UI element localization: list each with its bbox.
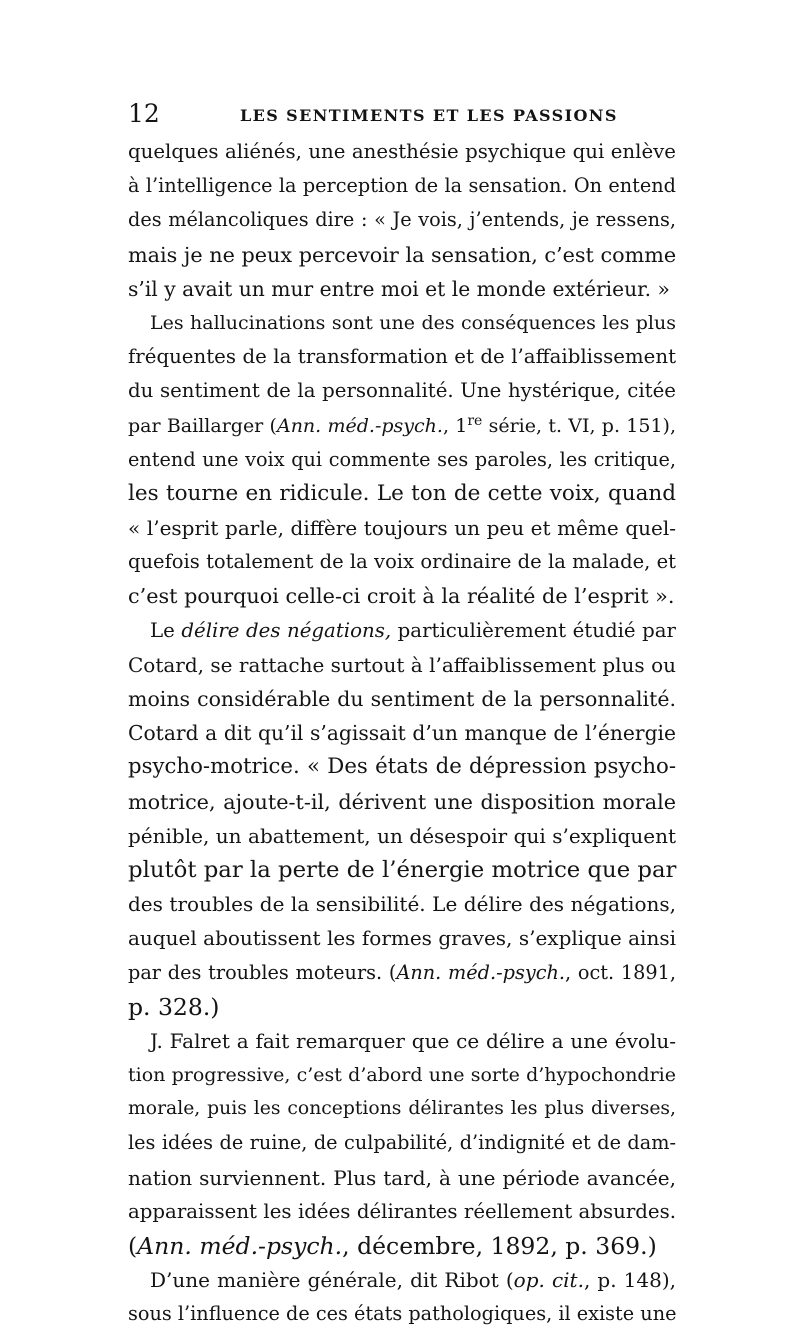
text-line: moins considérable du sentiment de la personnalité. [128,687,676,711]
text-line [128,956,676,990]
text-segment: D’une manière générale, dit Ribot ( [150,1268,514,1293]
text-segment: par des troubles moteurs. ( [128,960,397,984]
text-line: J. Falret a fait remarquer que ce délire a une évolu- [150,1028,676,1053]
superscript: re [467,412,483,429]
italic-term: délire des négations, [181,618,392,642]
text-line [128,1263,676,1297]
text-line: à l’intelligence la perception de la sensation. On entend [128,174,676,198]
text-line: s’il y avait un mur entre moi et le monde extérieur. » [128,276,670,301]
text-segment: , décembre, 1892, p. 369.) [342,1232,657,1260]
text-line: des troubles de la sensibilité. Le délire des négations, [128,892,676,917]
text-line: Cotard, se rattache surtout à l’affaiblissement plus ou [128,652,676,677]
text-line: entend une voix qui commente ses paroles, les critique, [128,447,676,471]
text-line: motrice, ajoute-t-il, dérivent une disposition morale [128,789,676,814]
text-line: les tourne en ridicule. Le ton de cette voix, quand [128,480,676,506]
text-segment: série, t. VI, p. 151), [482,414,677,437]
text-line [128,409,676,443]
text-line: Cotard a dit qu’il s’agissait d’un manque de l’énergie [128,721,676,746]
text-line: pénible, un abattement, un désespoir qui s’expliquent [128,823,676,848]
text-segment: , 1 [442,414,468,437]
page-header [128,96,676,136]
text-line: sous l’influence de ces états pathologiques, il existe une [128,1302,677,1326]
text-line: Les hallucinations sont une des conséquences les plus [150,311,676,334]
text-segment: Le [150,618,182,642]
text-line: du sentiment de la personnalité. Une hystérique, citée [128,379,676,403]
text-segment: ( [128,1232,138,1260]
text-line: fréquentes de la transformation et de l’affaiblissement [128,345,676,369]
body-text [128,135,676,1332]
journal-citation: Ann. méd.-psych. [276,414,443,437]
page-number: 12 [128,99,160,128]
text-line [128,614,676,648]
text-line: quelques aliénés, une anesthésie psychique qui enlève [128,140,676,163]
journal-citation: Ann. méd.-psych. [137,1232,343,1260]
text-line: apparaissent les idées délirantes réellement absurdes. [128,1199,676,1223]
text-line [128,1229,676,1263]
text-line: des mélancoliques dire : « Je vois, j’entends, je ressens, [128,208,676,232]
text-line: nation surviennent. Plus tard, à une période avancée, [128,1165,676,1190]
text-line: plutôt par la perte de l’énergie motrice que par [128,856,677,883]
text-segment: , p. 148), [583,1268,676,1293]
text-segment: par Baillarger ( [128,414,277,437]
text-line: psycho-motrice. « Des états de dépression psycho- [128,754,676,780]
text-segment: particulièrement étudié par [391,618,676,642]
text-line: quefois totalement de la voix ordinaire de la malade, et [128,550,676,574]
text-line: tion progressive, c’est d’abord une sorte d’hypochondrie [128,1064,676,1087]
text-line: mais je ne peux percevoir la sensation, c’est comme [128,242,677,267]
text-line: morale, puis les conceptions délirantes les plus diverses, [128,1098,676,1120]
text-line: « l’esprit parle, diffère toujours un peu et même quel- [128,516,676,541]
text-line: c’est pourquoi celle-ci croit à la réalité de l’esprit ». [128,584,675,609]
text-segment: , oct. 1891, [565,960,676,984]
running-title: LES SENTIMENTS ET LES PASSIONS [240,106,618,125]
text-line: les idées de ruine, de culpabilité, d’indignité et de dam- [128,1131,676,1155]
text-line: p. 328.) [128,992,220,1021]
journal-citation: Ann. méd.-psych. [396,960,565,984]
text-line: auquel aboutissent les formes graves, s’explique ainsi [128,926,676,951]
citation-abbreviation: op. cit. [513,1268,584,1293]
